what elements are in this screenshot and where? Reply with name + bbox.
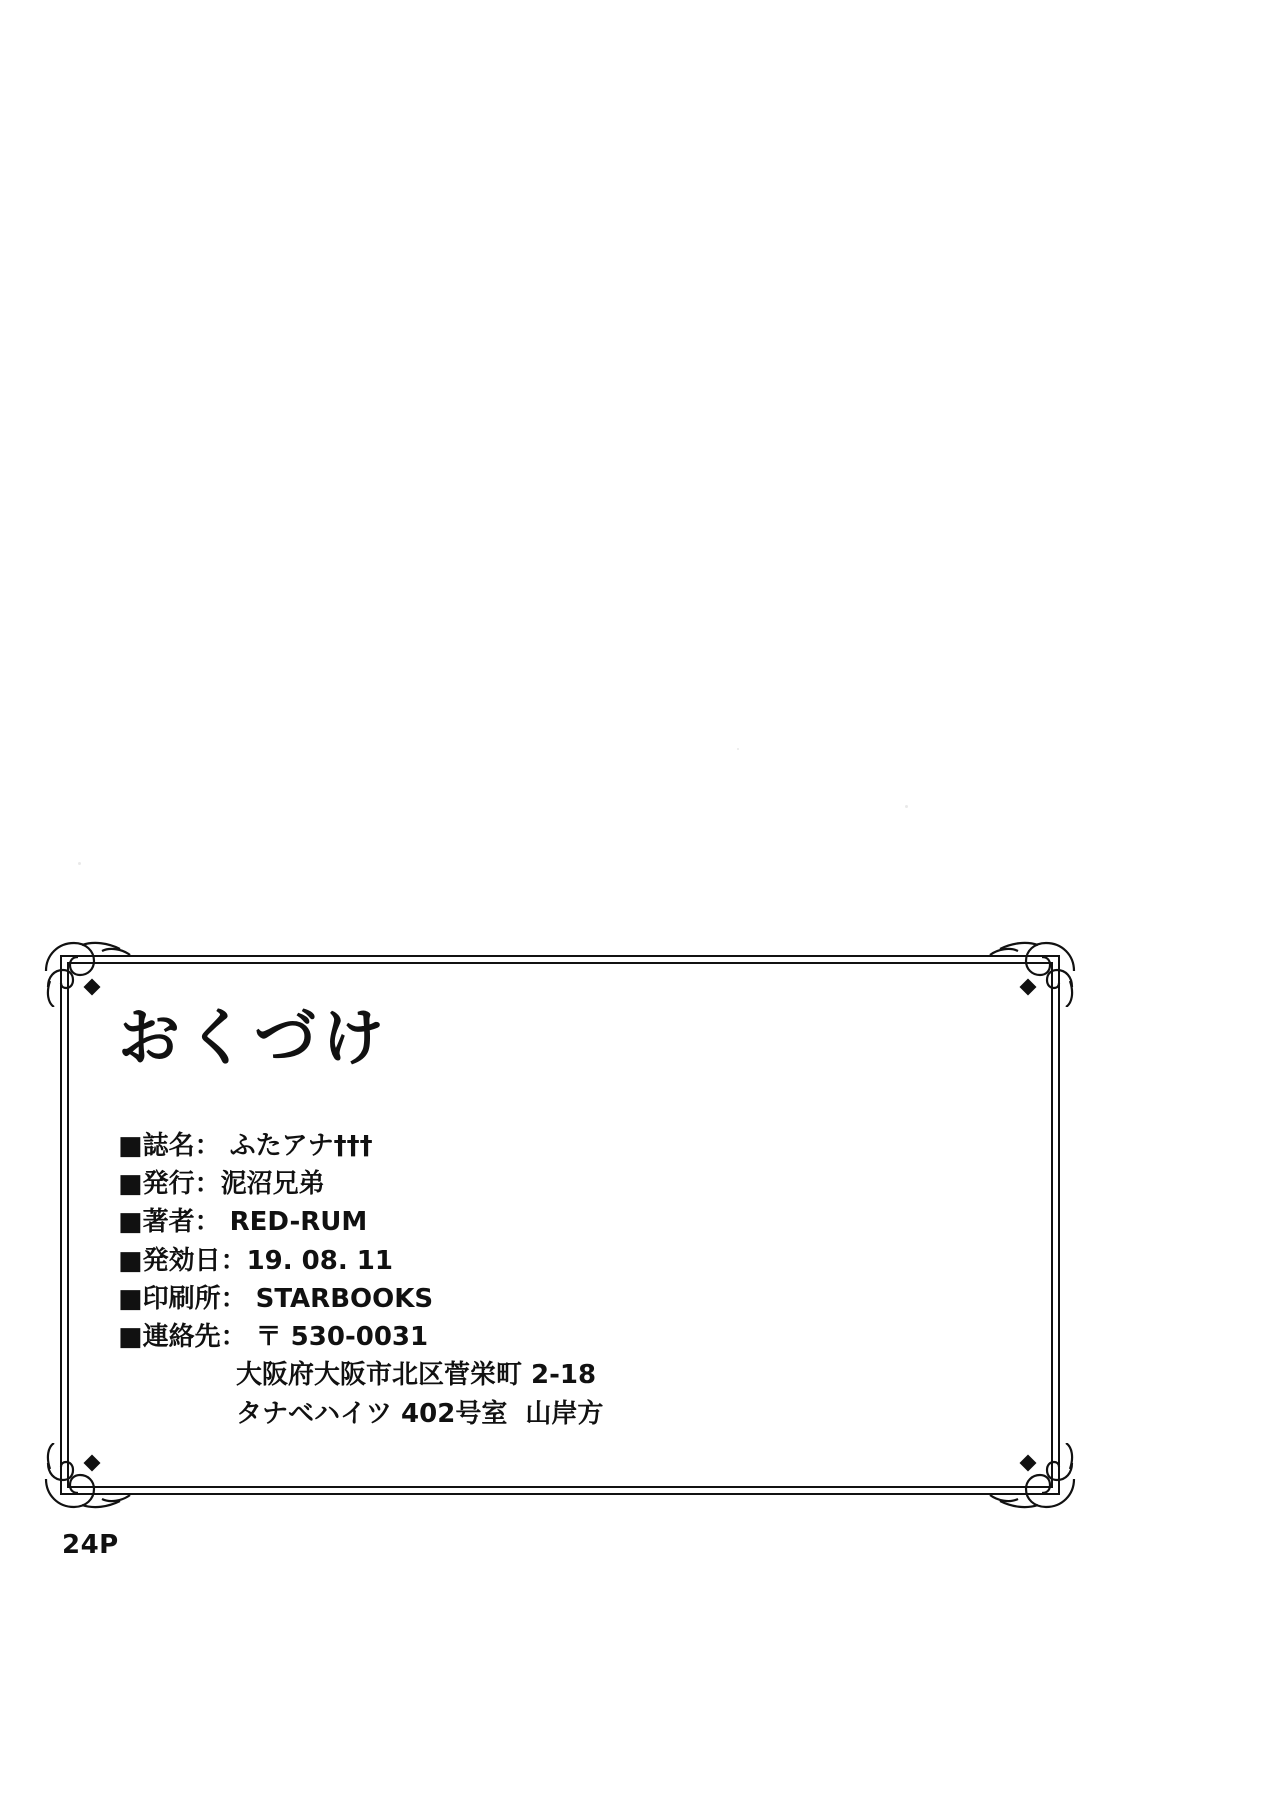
- colophon-entry-printer: ■印刷所： STARBOOKS: [118, 1283, 434, 1314]
- colophon-address-line-1: 大阪府大阪市北区菅栄町 2-18: [236, 1360, 597, 1391]
- ornament-corner-top-right-icon: [982, 937, 1078, 1007]
- colophon-entry-publisher: ■発行：泥沼兄弟: [118, 1169, 325, 1200]
- colophon-entry-title: ■誌名： ふたアナ†††: [118, 1131, 373, 1161]
- ornament-corner-top-left-icon: [42, 937, 138, 1007]
- paper-speck: [78, 862, 81, 865]
- paper-speck: [905, 805, 908, 808]
- colophon-entry-contact: ■連絡先： 〒 530-0031: [118, 1322, 429, 1353]
- colophon-content: [118, 1001, 1020, 1471]
- colophon-title: おくづけ: [118, 1001, 391, 1074]
- colophon-entry-author: ■著者： RED-RUM: [118, 1207, 368, 1238]
- colophon-info-list: [118, 1127, 1020, 1433]
- colophon-address-line-2: タナベハイツ 402号室 山岸方: [236, 1398, 604, 1429]
- colophon-entry-date: ■発効日：19. 08. 11: [118, 1245, 393, 1276]
- page-number: 24P: [62, 1530, 119, 1560]
- paper-speck: [737, 748, 739, 750]
- colophon-box: [60, 955, 1060, 1495]
